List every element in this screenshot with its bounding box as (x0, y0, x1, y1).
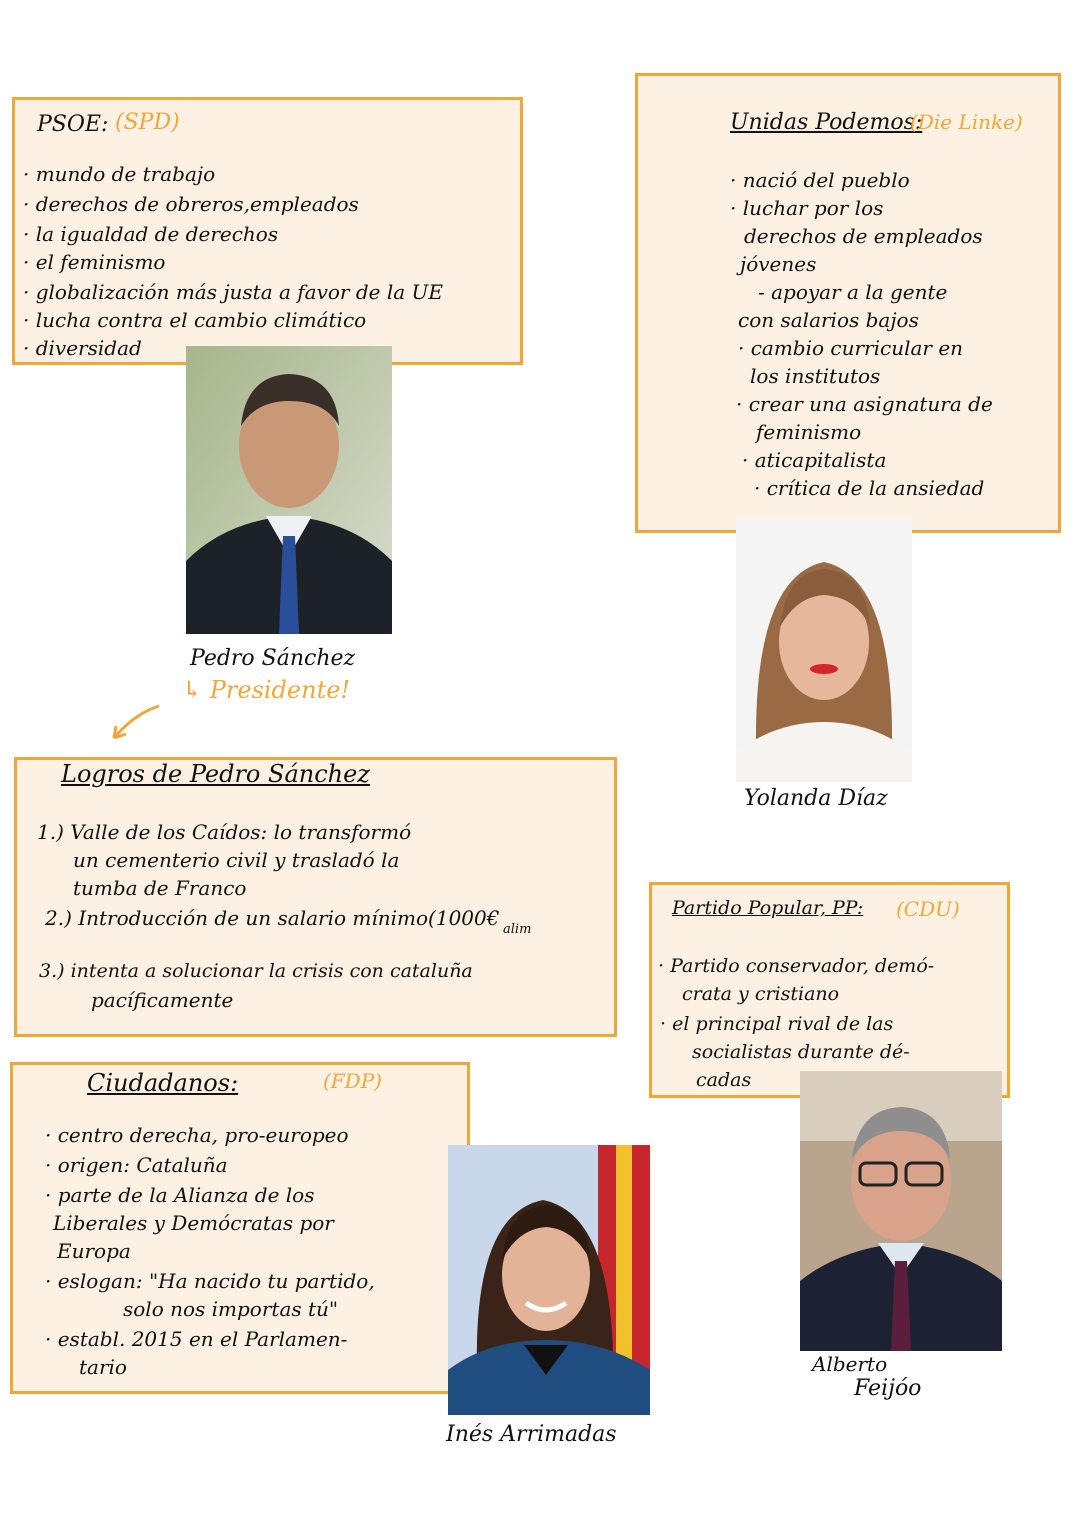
pp-item: · el principal rival de las (660, 1013, 894, 1035)
psoe-title: PSOE: (37, 112, 109, 137)
pp-tag: (CDU) (896, 897, 960, 921)
pp-item: · Partido conservador, demó- (658, 955, 935, 977)
psoe-item: · el feminismo (23, 250, 166, 274)
podemos-item: · crear una asignatura de (736, 392, 993, 416)
arrow-icon (104, 700, 164, 744)
ciudadanos-item: Europa (57, 1239, 131, 1263)
yolanda-diaz-name: Yolanda Díaz (744, 786, 888, 811)
psoe-item: · mundo de trabajo (23, 162, 216, 186)
logros-item: tumba de Franco (73, 876, 247, 900)
podemos-item: · aticapitalista (742, 448, 887, 472)
podemos-item: derechos de empleados (744, 224, 983, 248)
ciudadanos-item: · eslogan: "Ha nacido tu partido, (45, 1269, 375, 1293)
podemos-item: · crítica de la ansiedad (754, 476, 985, 500)
psoe-item: · derechos de obreros,empleados (23, 192, 359, 216)
logros-item: un cementerio civil y trasladó la (73, 848, 400, 872)
psoe-tag: (SPD) (115, 110, 180, 135)
podemos-box (635, 73, 1061, 533)
ines-arrimadas-photo (448, 1145, 650, 1415)
ciudadanos-item: · centro derecha, pro-europeo (45, 1123, 349, 1147)
pp-title: Partido Popular, PP: (672, 897, 864, 919)
podemos-item: feminismo (756, 420, 862, 444)
logros-item: 2.) Introducción de un salario mínimo(1000€ (45, 906, 500, 930)
podemos-item: · luchar por los (730, 196, 884, 220)
psoe-item: · diversidad (23, 336, 142, 360)
pedro-sanchez-photo (186, 346, 392, 634)
pedro-sanchez-name: Pedro Sánchez (190, 646, 356, 671)
alberto-feijoo-name-2: Feijóo (854, 1376, 922, 1401)
ciudadanos-tag: (FDP) (323, 1069, 382, 1093)
psoe-item: · la igualdad de derechos (23, 222, 279, 246)
ciudadanos-item: · origen: Cataluña (45, 1153, 228, 1177)
ciudadanos-item: solo nos importas tú" (123, 1297, 339, 1321)
yolanda-diaz-photo (736, 517, 912, 782)
alberto-feijoo-name-1: Alberto (812, 1352, 888, 1376)
ciudadanos-item: Liberales y Demócratas por (53, 1211, 334, 1235)
pp-item: cadas (696, 1069, 752, 1091)
alberto-feijoo-photo (800, 1071, 1002, 1351)
logros-box (14, 757, 617, 1037)
podemos-item: con salarios bajos (738, 308, 919, 332)
podemos-item: · nació del pueblo (730, 168, 910, 192)
psoe-item: · lucha contra el cambio climático (23, 308, 367, 332)
psoe-item: · globalización más justa a favor de la UE (23, 280, 443, 304)
podemos-item: - apoyar a la gente (758, 280, 948, 304)
ciudadanos-title: Ciudadanos: (87, 1069, 239, 1097)
logros-item: 1.) Valle de los Caídos: lo transformó (37, 820, 412, 844)
ciudadanos-item: · establ. 2015 en el Parlamen- (45, 1327, 348, 1351)
pedro-sanchez-role: ↳ Presidente! (182, 676, 351, 704)
logros-item: 3.) intenta a solucionar la crisis con cataluña (39, 960, 473, 982)
logros-item: alim (503, 922, 532, 937)
podemos-title: Unidas Podemos: (730, 110, 923, 135)
podemos-item: · cambio curricular en (738, 336, 964, 360)
pp-item: socialistas durante dé- (692, 1041, 910, 1063)
podemos-item: jóvenes (740, 252, 817, 276)
ines-arrimadas-name: Inés Arrimadas (446, 1422, 617, 1447)
pp-box (649, 882, 1010, 1098)
podemos-tag: (Die Linke) (910, 110, 1023, 134)
psoe-box (12, 97, 523, 365)
ciudadanos-item: · parte de la Alianza de los (45, 1183, 315, 1207)
ciudadanos-box (10, 1062, 470, 1394)
podemos-item: los institutos (750, 364, 881, 388)
logros-title: Logros de Pedro Sánchez (61, 760, 370, 788)
ciudadanos-item: tario (79, 1355, 127, 1379)
pp-item: crata y cristiano (682, 983, 840, 1005)
logros-item: pacíficamente (91, 988, 234, 1012)
